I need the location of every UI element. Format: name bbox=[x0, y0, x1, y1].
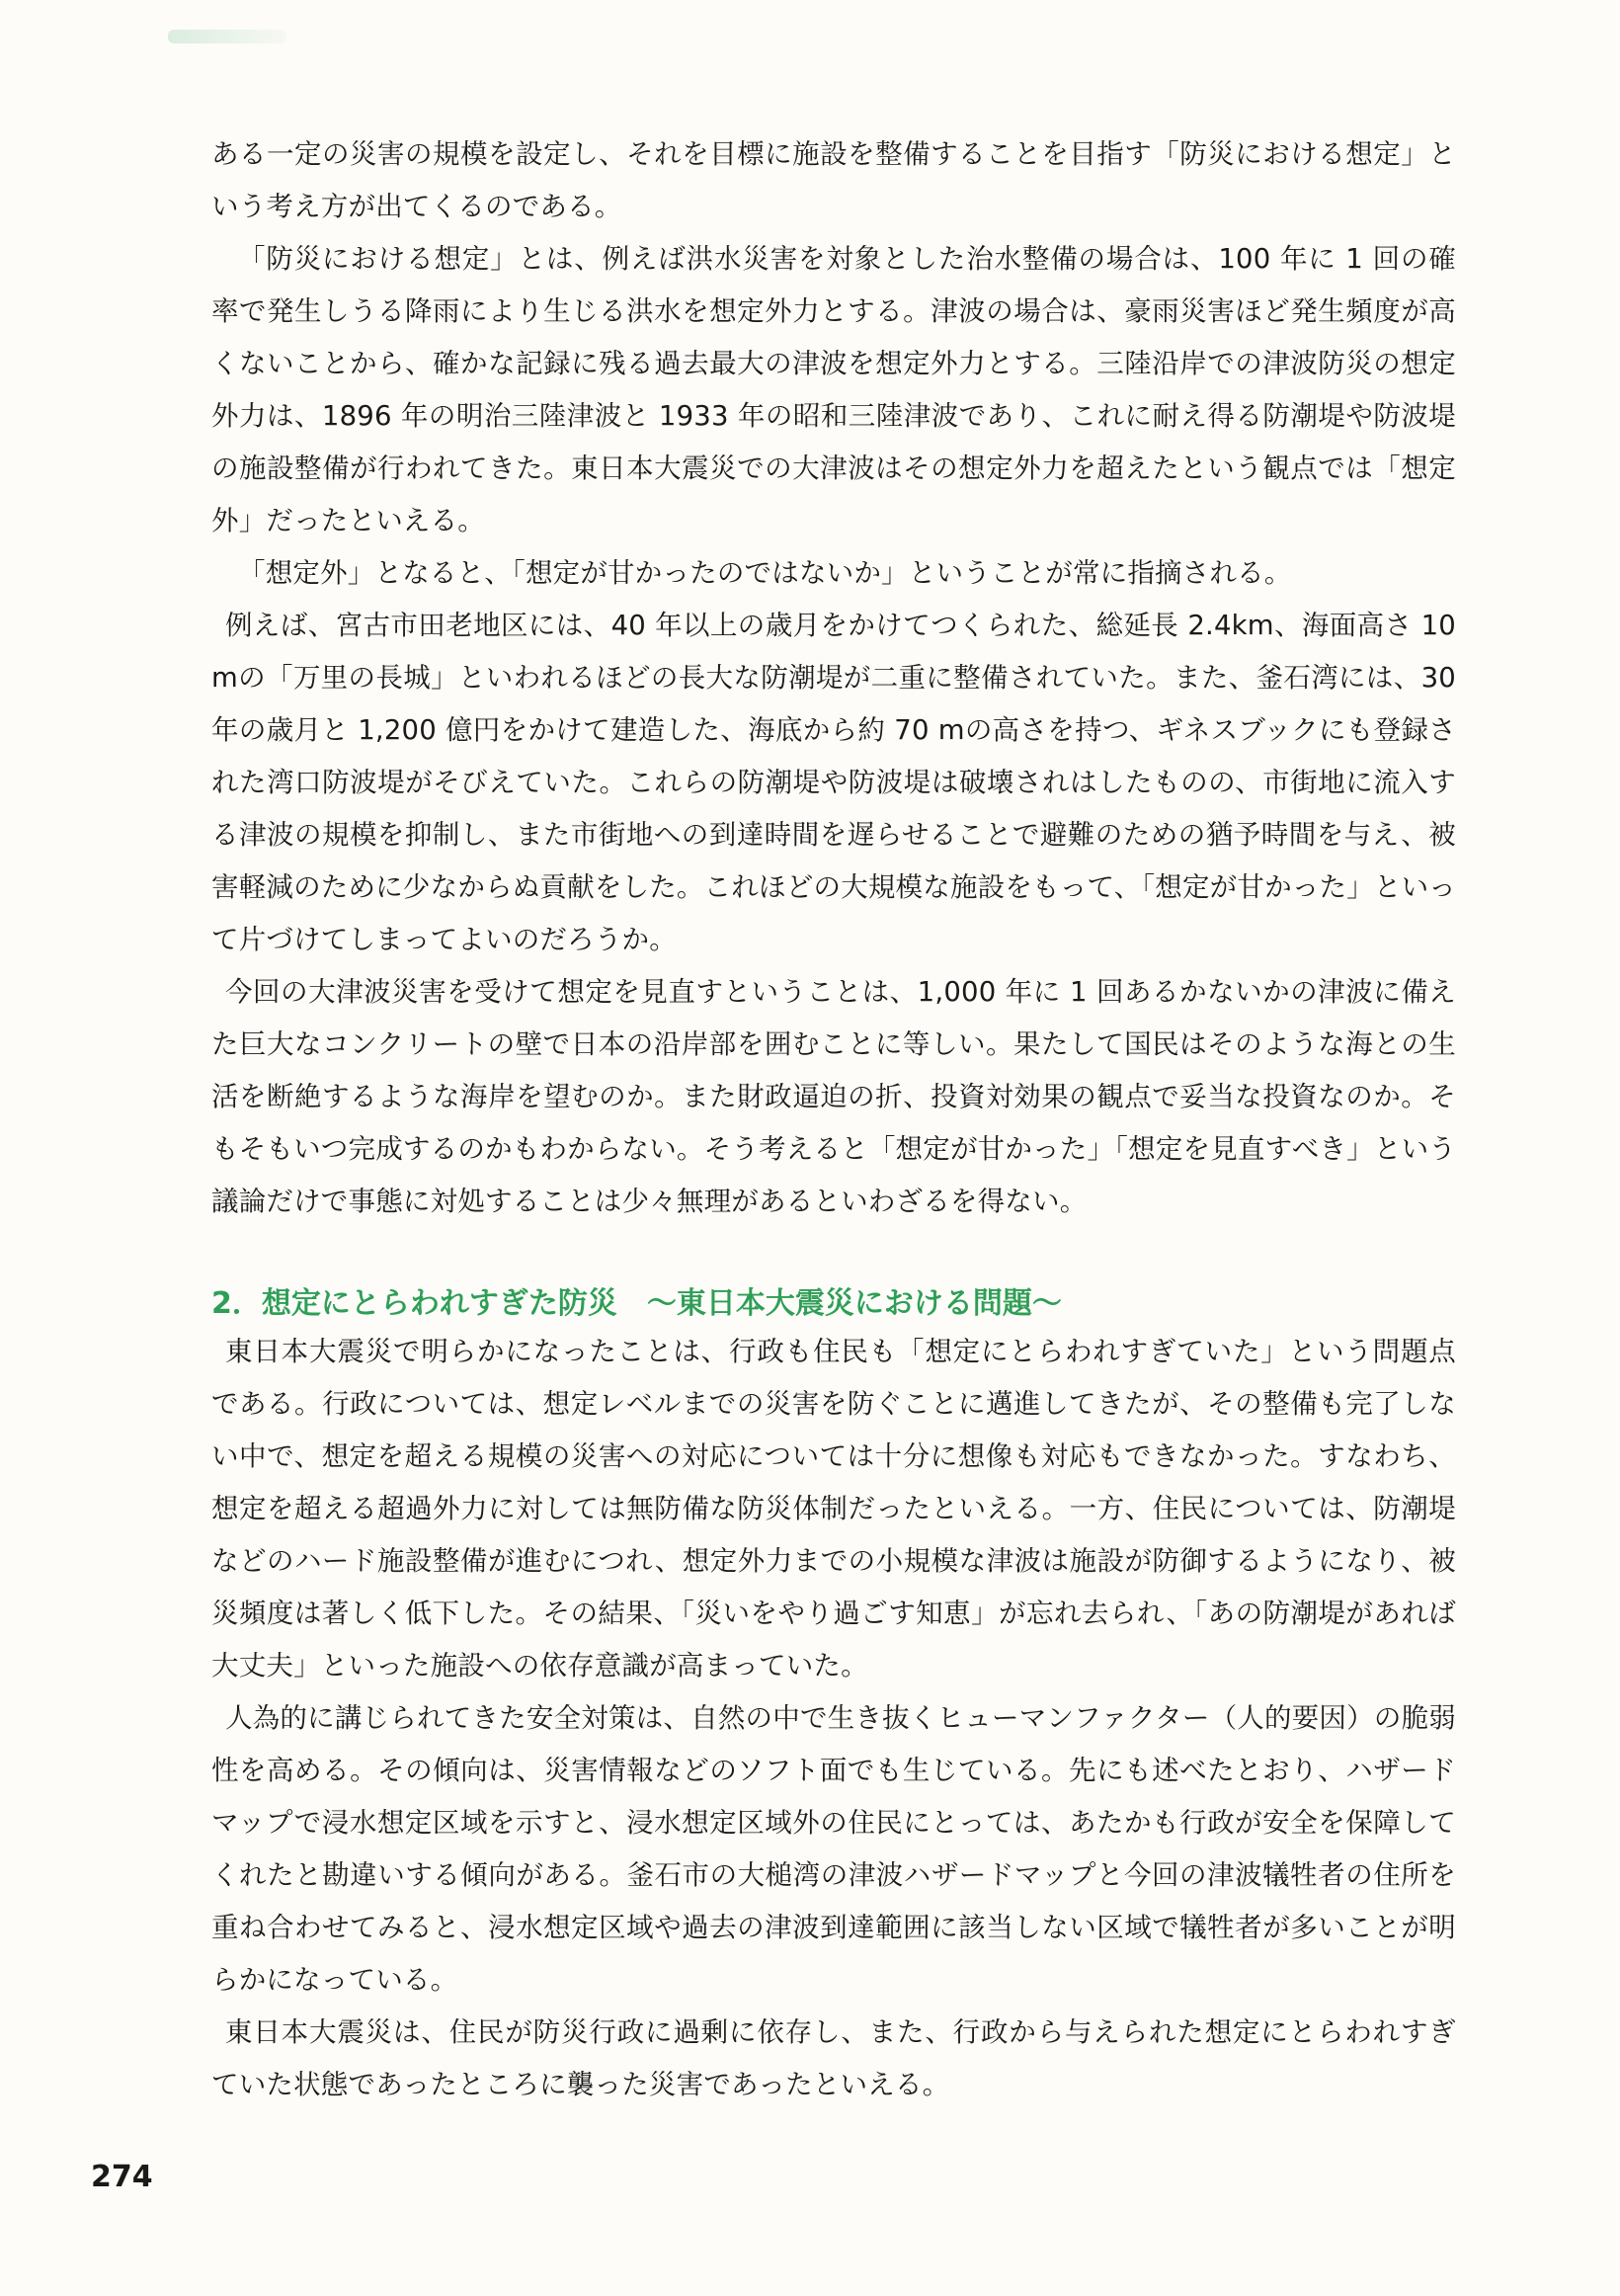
top-text-block bbox=[211, 128, 1456, 1228]
paragraph: 東日本大震災で明らかになったことは、行政も住民も「想定にとらわれすぎていた」という問題点である。行政については、想定レベルまでの災害を防ぐことに邁進してきたが、その整備も完了しない中で、想定を超える規模の災害への対応については十分に想像も対応もできなかった。すなわち、想定を超える超過外力に対しては無防備な防災体制だったといえる。一方、住民については、防潮堤などのハード施設整備が進むにつれ、想定外力までの小規模な津波は施設が防御するようになり、被災頻度は著しく低下した。その結果、「災いをやり過ごす知恵」が忘れ去られ、「あの防潮堤があれば大丈夫」といった施設への依存意識が高まっていた。 bbox=[211, 1336, 1456, 1681]
paragraph: ある一定の災害の規模を設定し、それを目標に施設を整備することを目指す「防災における想定」という考え方が出てくるのである。 bbox=[211, 138, 1456, 222]
bottom-text-block bbox=[211, 1326, 1456, 2111]
corner-mark bbox=[168, 30, 286, 43]
paragraph: 人為的に講じられてきた安全対策は、自然の中で生き抜くヒューマンファクター（人的要因）の脆弱性を高める。その傾向は、災害情報などのソフト面でも生じている。先にも述べたとおり、ハザードマップで浸水想定区域を示すと、浸水想定区域外の住民にとっては、あたかも行政が安全を保障してくれたと勘違いする傾向がある。釜石市の大槌湾の津波ハザードマップと今回の津波犠牲者の住所を重ね合わせてみると、浸水想定区域や過去の津波到達範囲に該当しない区域で犠牲者が多いことが明らかになっている。 bbox=[211, 1702, 1456, 1996]
paragraph: 「防災における想定」とは、例えば洪水災害を対象とした治水整備の場合は、100 年に 1 回の確率で発生しうる降雨により生じる洪水を想定外力とする。津波の場合は、豪雨災害ほど発生頻度が高くないことから、確かな記録に残る過去最大の津波を想定外力とする。三陸沿岸での津波防災の想定外力は、1896 年の明治三陸津波と 1933 年の昭和三陸津波であり、これに耐え得る防潮堤や防波堤の施設整備が行われてきた。東日本大震災での大津波はその想定外力を超えたという観点では「想定外」だったといえる。 bbox=[211, 243, 1456, 536]
section-heading: 2．想定にとらわれすぎた防災 ～東日本大震災における問題～ bbox=[211, 1286, 1062, 1321]
paragraph: 東日本大震災は、住民が防災行政に過剰に依存し、また、行政から与えられた想定にとらわれすぎていた状態であったところに襲った災害であったといえる。 bbox=[211, 2016, 1456, 2100]
paragraph: 例えば、宮古市田老地区には、40 年以上の歳月をかけてつくられた、総延長 2.4km、海面高さ 10 mの「万里の長城」といわれるほどの長大な防潮堤が二重に整備されていた。また、釜石湾には、30 年の歳月と 1,200 億円をかけて建造した、海底から約 70 mの高さを持つ、ギネスブックにも登録された湾口防波堤がそびえていた。これらの防潮堤や防波堤は破壊されはしたものの、市街地に流入する津波の規模を抑制し、また市街地への到達時間を遅らせることで避難のための猶予時間を与え、被害軽減のために少なからぬ貢献をした。これほどの大規模な施設をもって、「想定が甘かった」といって片づけてしまってよいのだろうか。 bbox=[211, 610, 1456, 955]
paragraph: 今回の大津波災害を受けて想定を見直すということは、1,000 年に 1 回あるかないかの津波に備えた巨大なコンクリートの壁で日本の沿岸部を囲むことに等しい。果たして国民はそのような海との生活を断絶するような海岸を望むのか。また財政逼迫の折、投資対効果の観点で妥当な投資なのか。そもそもいつ完成するのかもわからない。そう考えると「想定が甘かった」「想定を見直すべき」という議論だけで事態に対処することは少々無理があるといわざるを得ない。 bbox=[211, 976, 1456, 1217]
page-number: 274 bbox=[91, 2160, 153, 2194]
paragraph: 「想定外」となると、「想定が甘かったのではないか」ということが常に指摘される。 bbox=[238, 557, 1292, 589]
